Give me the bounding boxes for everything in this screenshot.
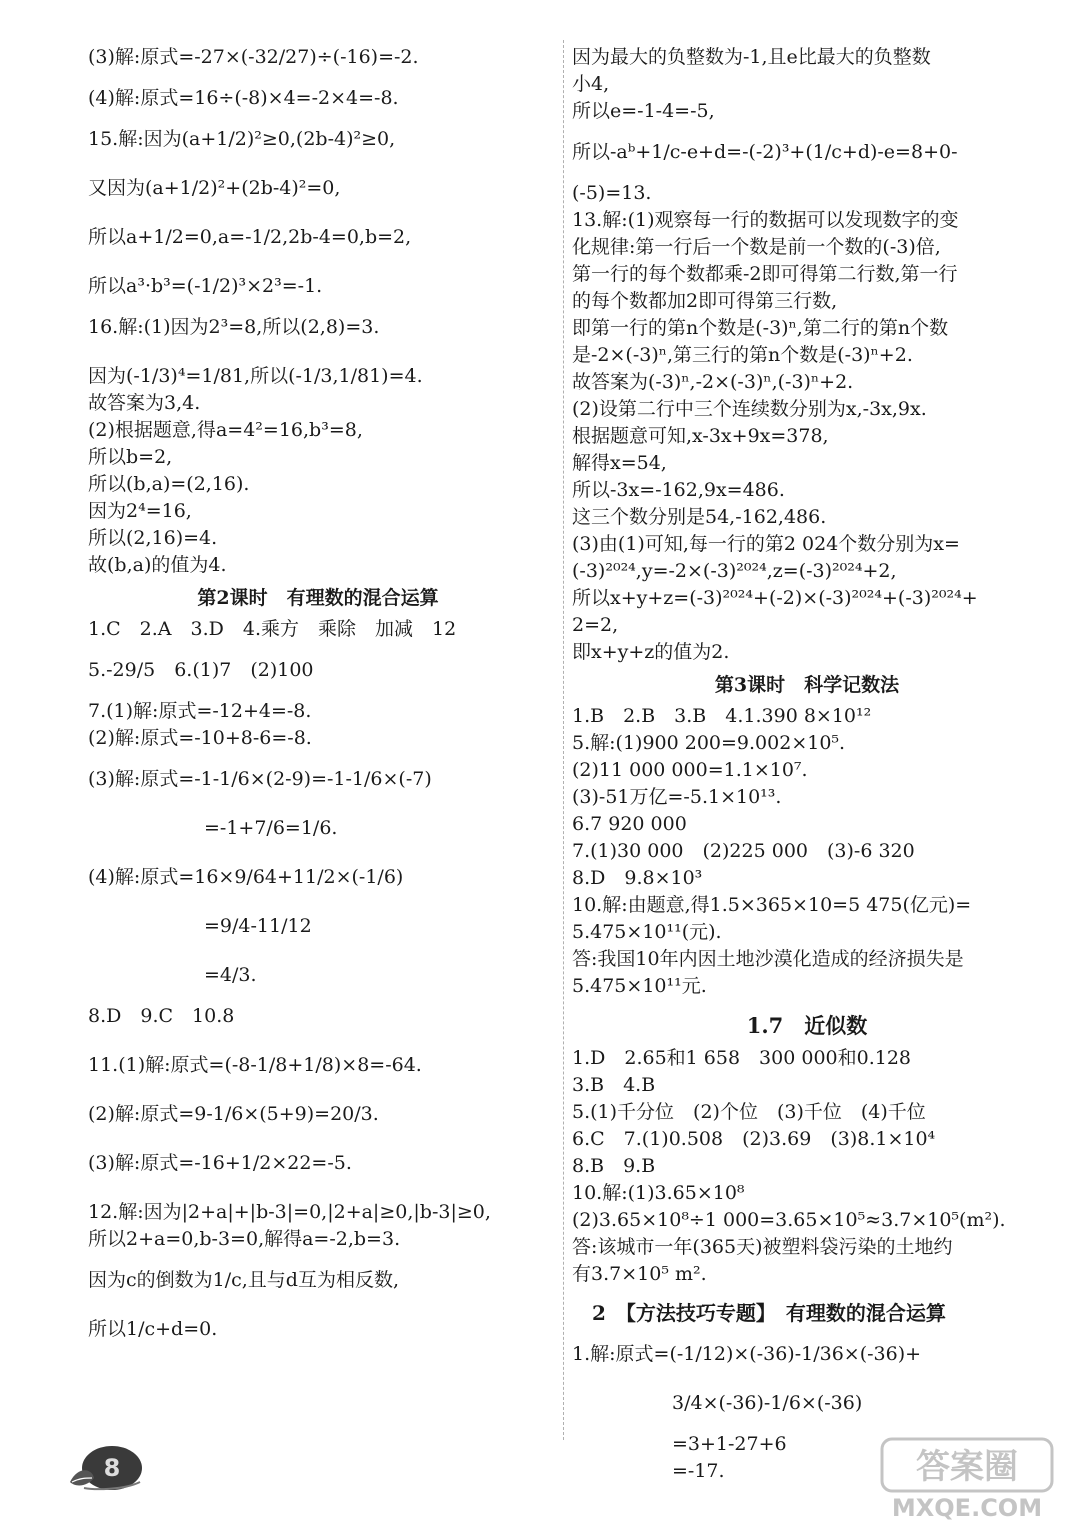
answer-line: 8.D 9.8×10³: [572, 867, 703, 889]
answer-line: 3.B 4.B: [572, 1074, 656, 1096]
answer-line: 这三个数分别是54,-162,486.: [572, 506, 827, 528]
answer-line: (2)3.65×10⁸÷1 000=3.65×10⁵≈3.7×10⁵(m²).: [572, 1209, 1006, 1231]
answer-line: =4/3.: [204, 964, 257, 986]
section-title: 第3课时 科学记数法: [714, 674, 900, 696]
answer-line: 12.解:因为|2+a|+|b-3|=0,|2+a|≥0,|b-3|≥0,: [88, 1201, 491, 1223]
answer-line: (2)设第二行中三个连续数分别为x,-3x,9x.: [572, 398, 927, 420]
answer-line: 8.B 9.B: [572, 1155, 656, 1177]
answer-line: 15.解:因为(a+1/2)²≥0,(2b-4)²≥0,: [88, 128, 396, 150]
answer-line: (2)解:原式=9-1/6×(5+9)=20/3.: [88, 1103, 379, 1125]
answer-line: 故(b,a)的值为4.: [88, 554, 227, 576]
answer-line: 13.解:(1)观察每一行的数据可以发现数字的变: [572, 209, 959, 231]
answer-line: 即x+y+z的值为2.: [572, 641, 730, 663]
answer-line: 所以1/c+d=0.: [88, 1318, 218, 1340]
answer-line: (3)解:原式=-27×(-32/27)÷(-16)=-2.: [88, 46, 419, 68]
answer-line: 7.(1)30 000 (2)225 000 (3)-6 320: [572, 840, 915, 862]
answer-line: 故答案为(-3)ⁿ,-2×(-3)ⁿ,(-3)ⁿ+2.: [572, 371, 854, 393]
answer-line: 因为最大的负整数为-1,且e比最大的负整数: [572, 46, 931, 68]
right-column: [572, 44, 1042, 1485]
answer-line: =3+1-27+6: [672, 1433, 787, 1455]
answer-line: =-1+7/6=1/6.: [204, 817, 338, 839]
answer-line: 所以a³·b³=(-1/2)³×2³=-1.: [88, 275, 323, 297]
answer-line: 7.(1)解:原式=-12+4=-8.: [88, 700, 312, 722]
answer-line: 11.(1)解:原式=(-8-1/8+1/8)×8=-64.: [88, 1054, 422, 1076]
answer-line: 又因为(a+1/2)²+(2b-4)²=0,: [88, 177, 341, 199]
answer-line: 所以x+y+z=(-3)²⁰²⁴+(-2)×(-3)²⁰²⁴+(-3)²⁰²⁴+: [572, 587, 978, 609]
answer-line: 5.-29/5 6.(1)7 (2)100: [88, 659, 314, 681]
answer-line: 故答案为3,4.: [88, 392, 201, 414]
answer-line: 因为c的倒数为1/c,且与d互为相反数,: [88, 1269, 400, 1291]
section-title: 第2课时 有理数的混合运算: [197, 587, 439, 609]
answer-line: 5.475×10¹¹元.: [572, 975, 707, 997]
answer-line: 所以-3x=-162,9x=486.: [572, 479, 785, 501]
answer-line: 1.D 2.65和1 658 300 000和0.128: [572, 1047, 912, 1069]
answer-line: 2=2,: [572, 614, 619, 636]
answer-line: 所以(b,a)=(2,16).: [88, 473, 250, 495]
answer-line: 所以(2,16)=4.: [88, 527, 218, 549]
answer-line: (2)11 000 000=1.1×10⁷.: [572, 759, 808, 781]
answer-line: 16.解:(1)因为2³=8,所以(2,8)=3.: [88, 316, 380, 338]
answer-line: 6.7 920 000: [572, 813, 687, 835]
answer-line: =9/4-11/12: [204, 915, 312, 937]
watermark-url: MXQE.COM: [891, 1494, 1043, 1522]
answer-line: 1.C 2.A 3.D 4.乘方 乘除 加减 12: [88, 618, 457, 640]
answer-line: 答:该城市一年(365天)被塑料袋污染的土地约: [572, 1236, 953, 1258]
left-column: [88, 44, 548, 1343]
answer-line: 5.475×10¹¹(元).: [572, 921, 722, 943]
section-title: 1.7 近似数: [746, 1013, 868, 1038]
answer-line: 化规律:第一行后一个数是前一个数的(-3)倍,: [572, 236, 941, 258]
answer-line: (-5)=13.: [572, 182, 652, 204]
answer-line: 小4,: [572, 73, 610, 95]
page-number: 8: [103, 1454, 121, 1482]
answer-line: 即第一行的第n个数是(-3)ⁿ,第二行的第n个数: [572, 317, 949, 339]
answer-line: 因为(-1/3)⁴=1/81,所以(-1/3,1/81)=4.: [88, 365, 423, 387]
answer-line: (3)解:原式=-1-1/6×(2-9)=-1-1/6×(-7): [88, 768, 432, 790]
site-watermark: [879, 1436, 1055, 1522]
answer-line: (3)由(1)可知,每一行的第2 024个数分别为x=: [572, 533, 960, 555]
answer-line: 3/4×(-36)-1/6×(-36): [672, 1392, 863, 1414]
answer-line: (4)解:原式=16×9/64+11/2×(-1/6): [88, 866, 404, 888]
answer-line: 所以a+1/2=0,a=-1/2,2b-4=0,b=2,: [88, 226, 412, 248]
answer-line: 6.C 7.(1)0.508 (2)3.69 (3)8.1×10⁴: [572, 1128, 936, 1150]
answer-line: (-3)²⁰²⁴,y=-2×(-3)²⁰²⁴,z=(-3)²⁰²⁴+2,: [572, 560, 897, 582]
answer-line: (2)根据题意,得a=4²=16,b³=8,: [88, 419, 363, 441]
answer-line: 10.解:(1)3.65×10⁸: [572, 1182, 745, 1204]
section-title: 2 【方法技巧专题】 有理数的混合运算: [592, 1301, 946, 1325]
answer-line: =-17.: [672, 1460, 725, 1482]
answer-line: 所以2+a=0,b-3=0,解得a=-2,b=3.: [88, 1228, 401, 1250]
answer-line: 10.解:由题意,得1.5×365×10=5 475(亿元)=: [572, 894, 972, 916]
answer-line: 所以-aᵇ+1/c-e+d=-(-2)³+(1/c+d)-e=8+0-: [572, 141, 958, 163]
answer-line: 因为2⁴=16,: [88, 500, 192, 522]
answer-line: 所以e=-1-4=-5,: [572, 100, 715, 122]
answer-line: 答:我国10年内因土地沙漠化造成的经济损失是: [572, 948, 964, 970]
answer-line: (2)解:原式=-10+8-6=-8.: [88, 727, 312, 749]
answer-line: 解得x=54,: [572, 452, 667, 474]
answer-line: 根据题意可知,x-3x+9x=378,: [572, 425, 829, 447]
answer-line: 5.(1)千分位 (2)个位 (3)千位 (4)千位: [572, 1101, 926, 1123]
answer-line: 5.解:(1)900 200=9.002×10⁵.: [572, 732, 846, 754]
answer-line: 8.D 9.C 10.8: [88, 1005, 235, 1027]
answer-line: 是-2×(-3)ⁿ,第三行的第n个数是(-3)ⁿ+2.: [572, 344, 913, 366]
answer-line: (4)解:原式=16÷(-8)×4=-2×4=-8.: [88, 87, 399, 109]
answer-line: 的每个数都加2即可得第三行数,: [572, 290, 838, 312]
page-number-leaf-icon: [64, 1438, 148, 1494]
answer-line: (3)-51万亿=-5.1×10¹³.: [572, 786, 782, 808]
answer-line: 第一行的每个数都乘-2即可得第二行数,第一行: [572, 263, 958, 285]
answer-line: 1.解:原式=(-1/12)×(-36)-1/36×(-36)+: [572, 1343, 922, 1365]
watermark-title: 答案圈: [916, 1447, 1018, 1487]
answer-line: 有3.7×10⁵ m².: [572, 1263, 707, 1285]
answer-line: (3)解:原式=-16+1/2×22=-5.: [88, 1152, 352, 1174]
answer-line: 1.B 2.B 3.B 4.1.390 8×10¹²: [572, 705, 872, 727]
answer-line: 所以b=2,: [88, 446, 173, 468]
column-divider: [563, 40, 564, 1440]
